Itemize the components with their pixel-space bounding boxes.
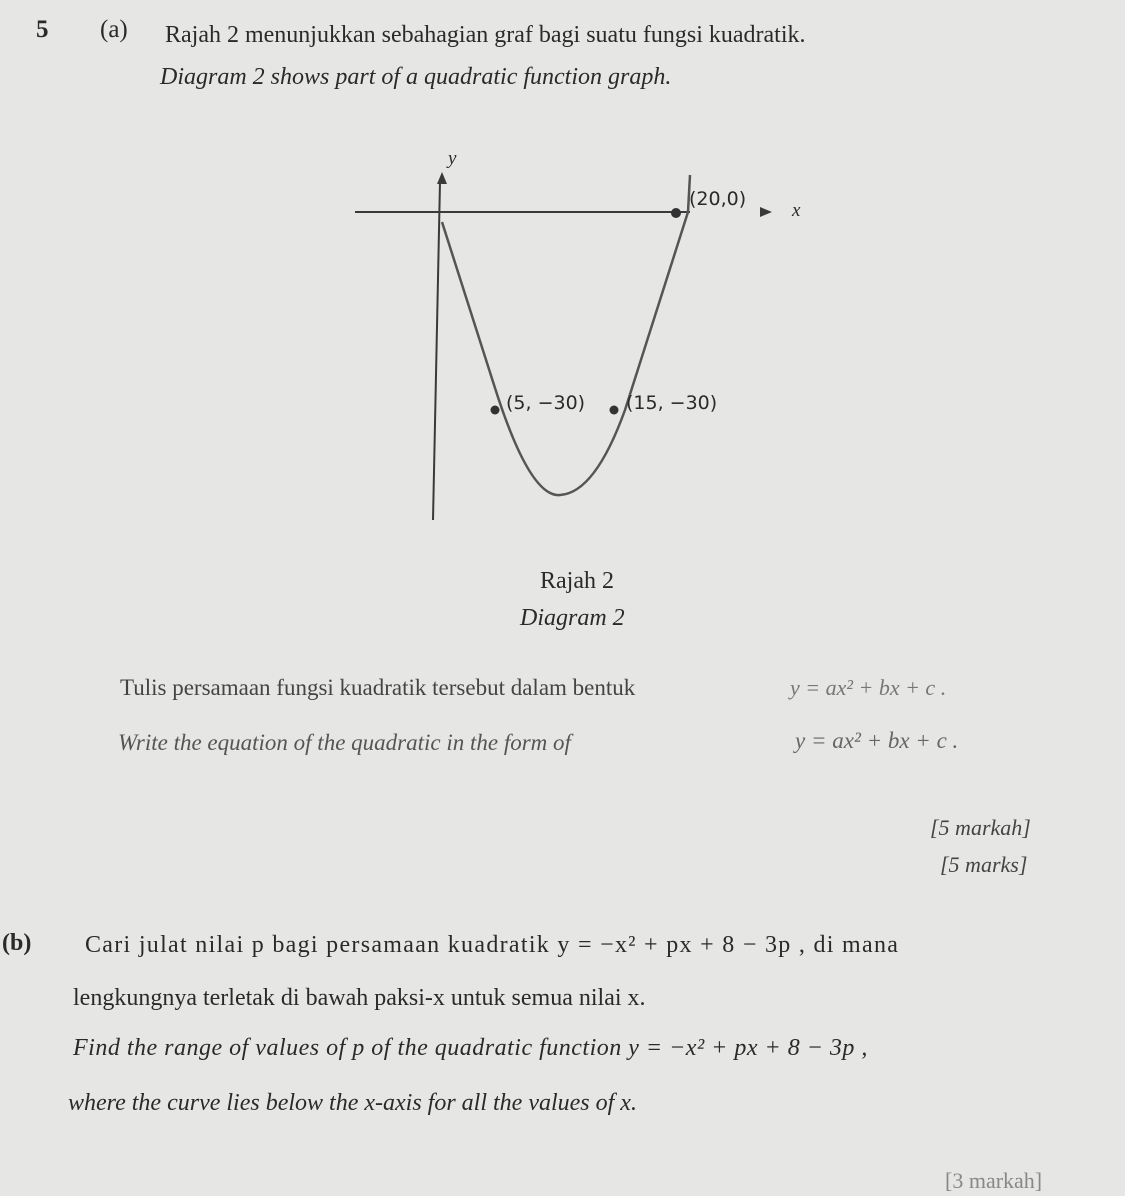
question-number: 5 xyxy=(36,16,49,43)
point-label-20-0: (20,0) xyxy=(689,188,747,210)
y-axis xyxy=(433,182,440,520)
marks-english: [5 marks] xyxy=(940,852,1028,877)
instruction-english: Write the equation of the quadratic in the form of xyxy=(118,730,571,755)
instruction-english-equation: y = ax² + bx + c . xyxy=(795,728,959,753)
point-20-0 xyxy=(671,208,681,218)
instruction-malay-equation: y = ax² + bx + c . xyxy=(790,675,947,700)
instruction-malay: Tulis persamaan fungsi kuadratik tersebut dalam bentuk xyxy=(120,675,636,700)
part-b-text-malay-line1: Cari julat nilai p bagi persamaan kuadratik y = −x² + px + 8 − 3p , di mana xyxy=(85,932,900,958)
part-b-text-malay-line2: lengkungnya terletak di bawah paksi-x untuk semua nilai x. xyxy=(73,985,646,1011)
part-b-text-english-line1: Find the range of values of p of the quadratic function y = −x² + px + 8 − 3p , xyxy=(73,1035,868,1061)
y-axis-arrow-icon xyxy=(437,172,447,184)
point-label-15-neg30: (15, −30) xyxy=(626,392,718,414)
marks-malay: [5 markah] xyxy=(930,815,1031,840)
point-15-neg30 xyxy=(610,406,619,415)
parabola-curve xyxy=(442,175,690,495)
x-axis-arrow-icon xyxy=(760,207,772,217)
part-a-text-english: Diagram 2 shows part of a quadratic function graph. xyxy=(160,64,672,90)
x-axis-label: x xyxy=(792,200,801,221)
diagram-caption-english: Diagram 2 xyxy=(520,605,625,631)
diagram-caption-malay: Rajah 2 xyxy=(540,568,614,594)
part-a-label: (a) xyxy=(100,16,128,43)
quadratic-graph xyxy=(0,0,1125,560)
part-b-text-english-line2: where the curve lies below the x-axis for all the values of x. xyxy=(68,1090,637,1116)
point-label-5-neg30: (5, −30) xyxy=(506,392,586,414)
marks-partial-bottom: [3 markah] xyxy=(945,1168,1043,1193)
y-axis-label: y xyxy=(448,148,457,169)
part-b-label: (b) xyxy=(2,930,32,956)
point-5-neg30 xyxy=(491,406,500,415)
part-a-text-malay: Rajah 2 menunjukkan sebahagian graf bagi suatu fungsi kuadratik. xyxy=(165,22,806,48)
